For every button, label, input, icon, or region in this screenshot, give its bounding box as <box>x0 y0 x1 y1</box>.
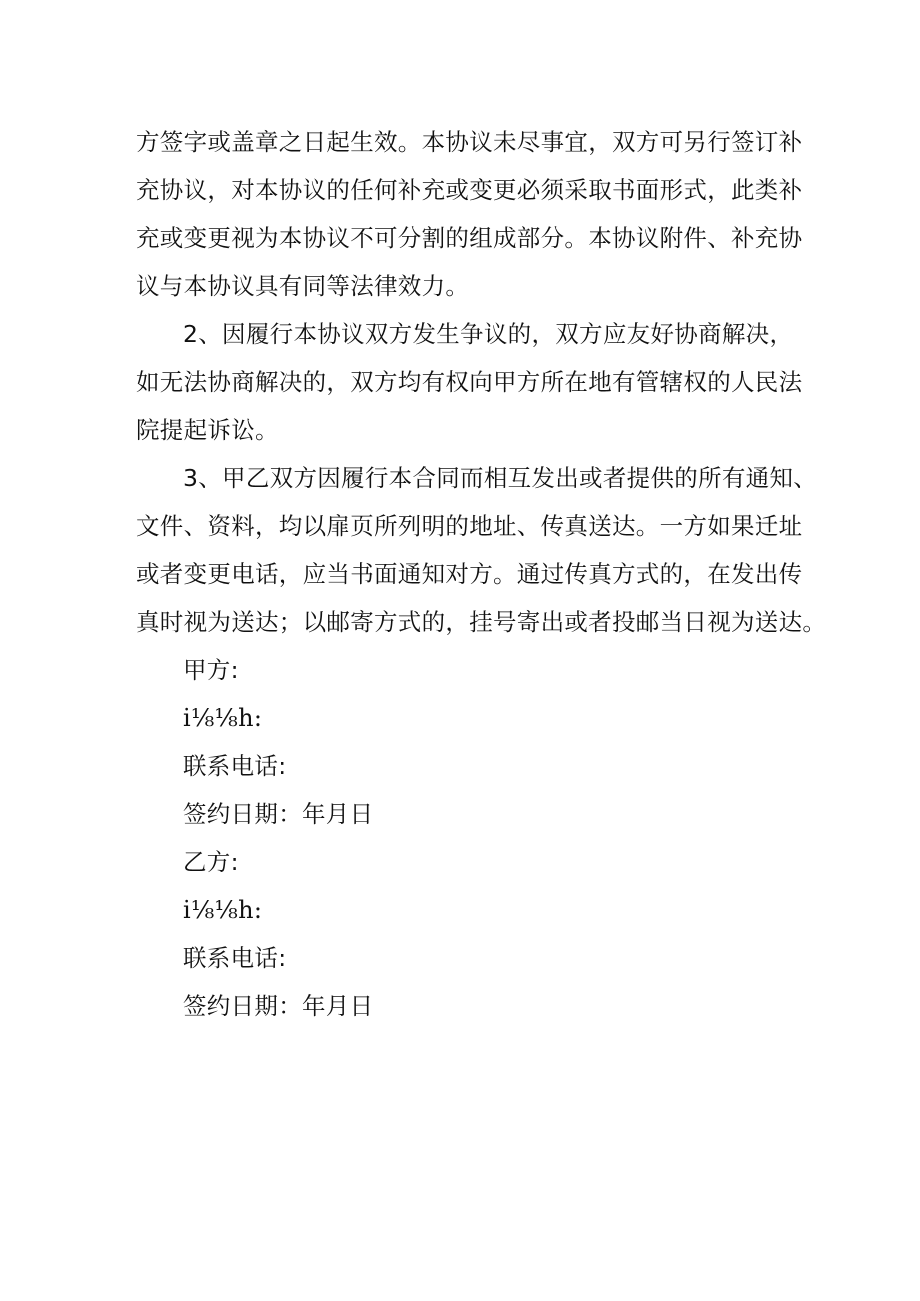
paragraph-1-line-1: 方签字或盖章之日起生效。本协议未尽事宜，双方可另行签订补 <box>136 128 803 156</box>
paragraph-3-line-3: 或者变更电话，应当书面通知对方。通过传真方式的，在发出传 <box>136 560 803 588</box>
paragraph-1-line-4: 议与本协议具有同等法律效力。 <box>136 272 470 300</box>
party-b-garbled-field: i⅛⅛h: <box>183 896 263 924</box>
party-b-sign-date: 签约日期：年月日 <box>183 992 374 1020</box>
party-b-phone-label: 联系电话: <box>183 944 287 972</box>
party-a-label: 甲方: <box>183 656 239 684</box>
party-a-sign-date: 签约日期：年月日 <box>183 800 374 828</box>
party-b-label: 乙方: <box>183 848 239 876</box>
party-a-garbled-field: i⅛⅛h: <box>183 704 263 732</box>
paragraph-3-line-4: 真时视为送达；以邮寄方式的，挂号寄出或者投邮当日视为送达。 <box>136 608 827 636</box>
paragraph-2-line-2: 如无法协商解决的，双方均有权向甲方所在地有管辖权的人民法 <box>136 368 803 396</box>
paragraph-2-line-3: 院提起诉讼。 <box>136 416 279 444</box>
paragraph-3-line-1: 3、甲乙双方因履行本合同而相互发出或者提供的所有通知、 <box>183 464 818 492</box>
party-a-phone-label: 联系电话: <box>183 752 287 780</box>
paragraph-2-line-1: 2、因履行本协议双方发生争议的，双方应友好协商解决， <box>183 320 794 348</box>
paragraph-1-line-3: 充或变更视为本协议不可分割的组成部分。本协议附件、补充协 <box>136 224 803 252</box>
paragraph-3-line-2: 文件、资料，均以扉页所列明的地址、传真送达。一方如果迁址 <box>136 512 803 540</box>
paragraph-1-line-2: 充协议，对本协议的任何补充或变更必须采取书面形式，此类补 <box>136 176 803 204</box>
